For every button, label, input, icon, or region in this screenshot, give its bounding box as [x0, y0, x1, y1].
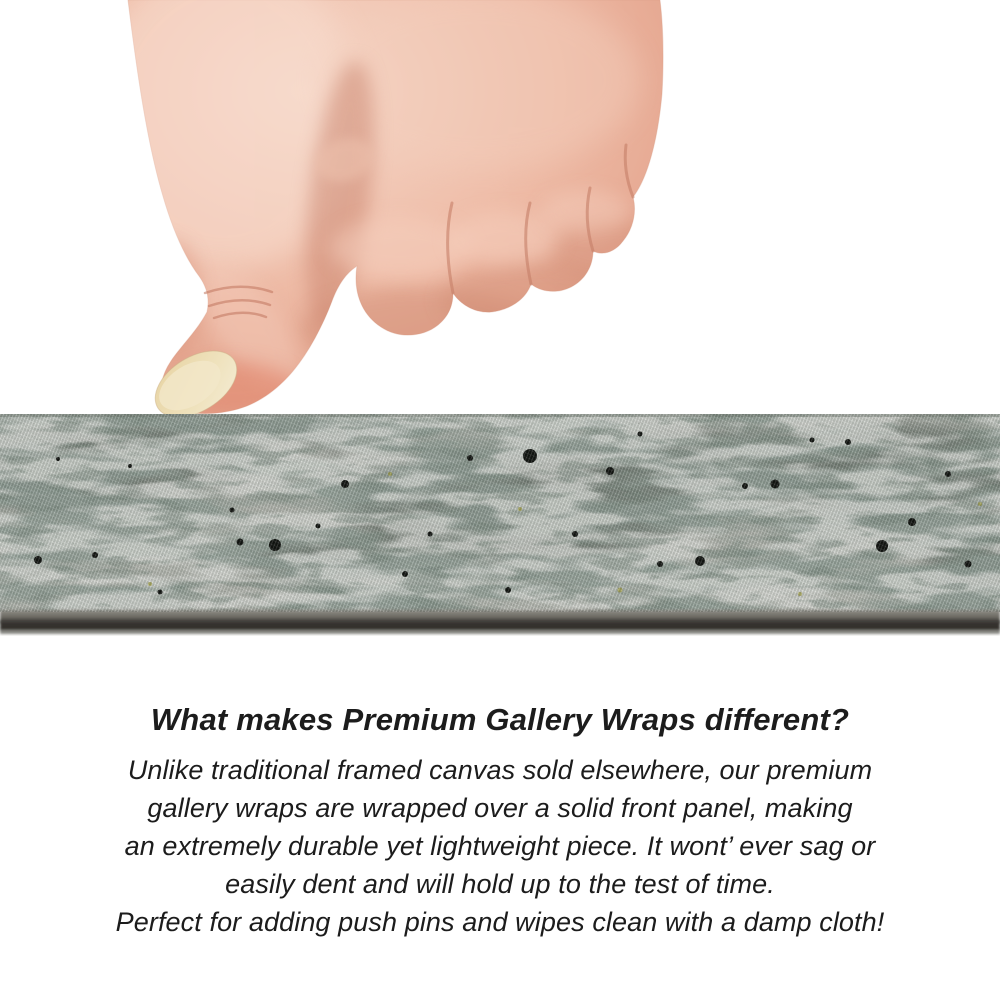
- caption-line-2: gallery wraps are wrapped over a solid front panel, making: [147, 793, 853, 823]
- canvas-strip: [0, 414, 1000, 636]
- caption-line-3: an extremely durable yet lightweight piece. It wont’ ever sag or: [124, 831, 876, 861]
- caption-line-1: Unlike traditional framed canvas sold elsewhere, our premium: [127, 755, 873, 785]
- caption-line-5: Perfect for adding push pins and wipes clean with a damp cloth!: [115, 907, 885, 937]
- hand-illustration: [0, 0, 700, 418]
- caption-block: [0, 702, 1000, 941]
- caption-heading: What makes Premium Gallery Wraps different?: [150, 702, 850, 737]
- hand-photo: [0, 0, 700, 418]
- caption-line-4: easily dent and will hold up to the test of time.: [225, 869, 775, 899]
